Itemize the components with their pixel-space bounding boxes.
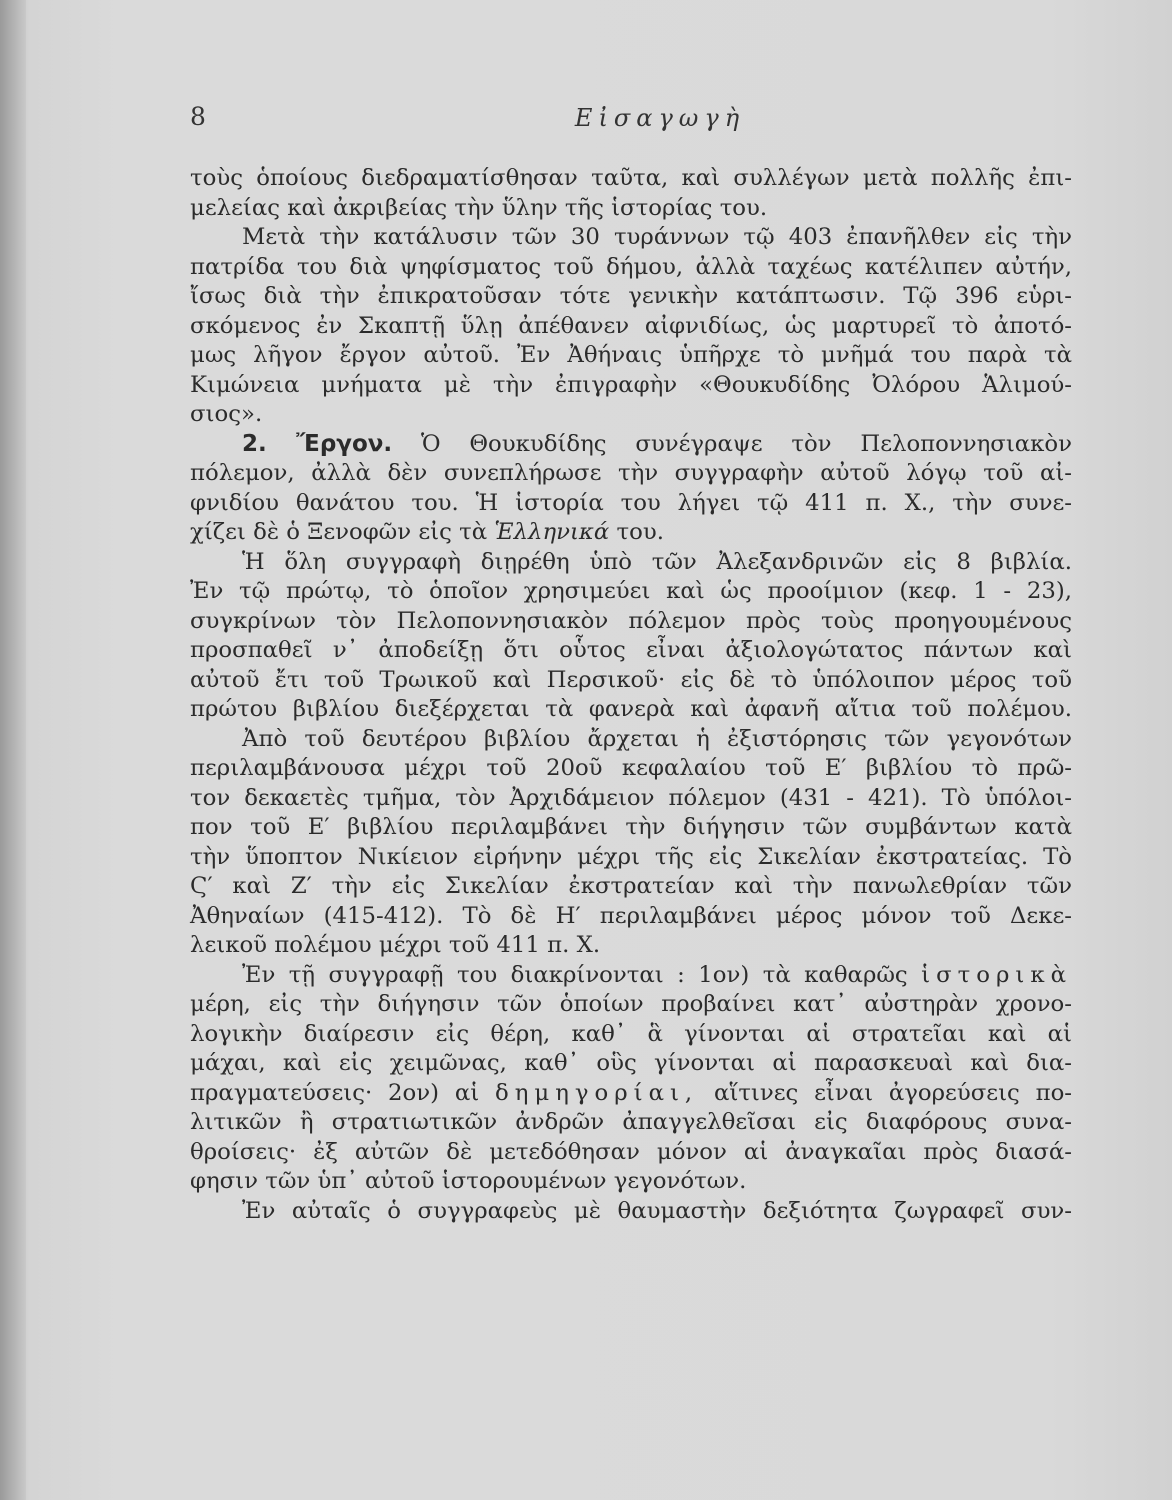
text-line: λεικοῦ πολέμου μέχρι τοῦ 411 π. Χ. (190, 932, 601, 958)
text-line: προσπαθεῖ ν᾽ ἀποδείξῃ ὅτι οὗτος εἶναι ἀξιολογώτατος πάντων καὶ (190, 637, 1072, 663)
running-title: Εἰσαγωγὴ (574, 104, 746, 132)
text-line: Ἐν αὐταῖς ὁ συγγραφεὺς μὲ θαυμαστὴν δεξιότητα ζωγραφεῖ συν- (242, 1197, 1072, 1224)
text-line (190, 1079, 1072, 1109)
text-line: φνιδίου θανάτου του. Ἡ ἱστορία του λήγει τῷ 411 π. Χ., τὴν συνε- (190, 489, 1072, 516)
text-line: αὐτοῦ ἔτι τοῦ Τρωικοῦ καὶ Περσικοῦ· εἰς δὲ τὸ ὑπόλοιπον μέρος τοῦ (190, 666, 1072, 693)
text-line: σιος». (190, 401, 263, 427)
italic-title: Ἑλληνικά (494, 519, 610, 545)
text-line: Ἀπὸ τοῦ δευτέρου βιβλίου ἄρχεται ἡ ἐξιστόρησις τῶν γεγονότων (242, 725, 1072, 752)
text-line: Κιμώνεια μνήματα μὲ τὴν ἐπιγραφὴν «Θουκυδίδης Ὀλόρου Ἁλιμού- (190, 371, 1072, 398)
text-line: πόλεμον, ἀλλὰ δὲν συνεπλήρωσε τὴν συγγραφὴν αὐτοῦ λόγῳ τοῦ αἰ- (190, 460, 1072, 486)
text-line: λογικὴν διαίρεσιν εἰς θέρη, καθ᾽ ἃ γίνονται αἱ στρατεῖαι καὶ αἱ (190, 1020, 1072, 1047)
text-line: σκόμενος ἐν Σκαπτῇ ὕλῃ ἀπέθανεν αἰφνιδίως, ὡς μαρτυρεῖ τὸ ἀποτό- (190, 312, 1072, 339)
text-line: φησιν τῶν ὑπ᾽ αὐτοῦ ἱστορουμένων γεγονότων. (190, 1168, 747, 1194)
text-line: συγκρίνων τὸν Πελοποννησιακὸν πόλεμον πρὸς τοὺς προηγουμένους (190, 607, 1072, 634)
text-segment: πραγματεύσεις· 2ον) αἱ (190, 1079, 480, 1106)
text-line: τὴν ὕποπτον Νικίειον εἰρήνην μέχρι τῆς εἰς Σικελίαν ἐκστρατείας. Τὸ (190, 843, 1072, 870)
text-line: λιτικῶν ἢ στρατιωτικῶν ἀνδρῶν ἀπαγγελθεῖσαι εἰς διαφόρους συνα- (190, 1109, 1072, 1135)
text-segment: χίζει δὲ ὁ Ξενοφῶν εἰς τὰ (190, 519, 488, 545)
text-line: περιλαμβάνουσα μέχρι τοῦ 20οῦ κεφαλαίου τοῦ Ε′ βιβλίου τὸ πρῶ- (190, 755, 1072, 781)
text-segment: Ὁ Θουκυδίδης συνέγραψε τὸν Πελοποννησιακὸν (420, 430, 1072, 457)
text-line: μως λῆγον ἔργον αὐτοῦ. Ἐν Ἀθήναις ὑπῆρχε τὸ μνῆμά του παρὰ τὰ (190, 342, 1072, 368)
text-segment: του. (616, 519, 664, 545)
text-segment: Ἐν τῇ συγγραφῇ του διακρίνονται : 1ον) τὰ καθαρῶς (242, 961, 908, 988)
text-line: πατρίδα του διὰ ψηφίσματος τοῦ δήμου, ἀλλὰ ταχέως κατέλιπεν αὐτήν, (190, 253, 1072, 280)
text-line: πρώτου βιβλίου διεξέρχεται τὰ φανερὰ καὶ ἀφανῆ αἴτια τοῦ πολέμου. (190, 696, 1072, 722)
spaced-term: ἱστορικὰ (921, 961, 1072, 988)
text-line: Ἡ ὅλη συγγραφὴ διῃρέθη ὑπὸ τῶν Ἀλεξανδρινῶν εἰς 8 βιβλία. (242, 548, 1072, 575)
text-line (190, 961, 1072, 991)
text-segment: αἵτινες εἶναι ἀγορεύσεις πο- (713, 1079, 1073, 1106)
text-line: Μετὰ τὴν κατάλυσιν τῶν 30 τυράννων τῷ 403 ἐπανῆλθεν εἰς τὴν (242, 224, 1072, 250)
section-title: 2. Ἔργον. (242, 430, 393, 457)
page-binding-edge (0, 0, 26, 1500)
text-line: θροίσεις· ἐξ αὐτῶν δὲ μετεδόθησαν μόνον αἱ ἀναγκαῖαι πρὸς διασά- (190, 1138, 1072, 1165)
text-line: μελείας καὶ ἀκριβείας τὴν ὕλην τῆς ἱστορίας του. (190, 194, 768, 221)
text-line: Ϛ′ καὶ Ζ′ τὴν εἰς Σικελίαν ἐκστρατείαν καὶ τὴν πανωλεθρίαν τῶν (190, 873, 1072, 899)
page-number: 8 (190, 102, 206, 131)
text-line: τον δεκαετὲς τμῆμα, τὸν Ἀρχιδάμειον πόλεμον (431 - 421). Τὸ ὑπόλοι- (190, 784, 1072, 811)
text-line: ἴσως διὰ τὴν ἐπικρατοῦσαν τότε γενικὴν κατάπτωσιν. Τῷ 396 εὑρι- (190, 283, 1072, 309)
spaced-term: δημηγορίαι, (495, 1079, 699, 1106)
text-line: Ἐν τῷ πρώτῳ, τὸ ὁποῖον χρησιμεύει καὶ ὡς προοίμιον (κεφ. 1 - 23), (190, 578, 1072, 604)
text-line: πον τοῦ Ε′ βιβλίου περιλαμβάνει τὴν διήγησιν τῶν συμβάντων κατὰ (190, 814, 1072, 840)
text-line: μέρη, εἰς τὴν διήγησιν τῶν ὁποίων προβαίνει κατ᾽ αὐστηρὰν χρονο- (190, 991, 1072, 1017)
body-text (190, 164, 1072, 1226)
text-line (190, 518, 1072, 548)
page-header (190, 96, 1070, 140)
text-line: μάχαι, καὶ εἰς χειμῶνας, καθ᾽ οὓς γίνονται αἱ παρασκευαὶ καὶ δια- (190, 1050, 1072, 1076)
text-line: Ἀθηναίων (415-412). Τὸ δὲ Η′ περιλαμβάνει μέρος μόνον τοῦ Δεκε- (190, 902, 1072, 929)
section-heading-line (190, 430, 1072, 460)
text-line: τοὺς ὁποίους διεδραματίσθησαν ταῦτα, καὶ συλλέγων μετὰ πολλῆς ἐπι- (190, 165, 1072, 191)
